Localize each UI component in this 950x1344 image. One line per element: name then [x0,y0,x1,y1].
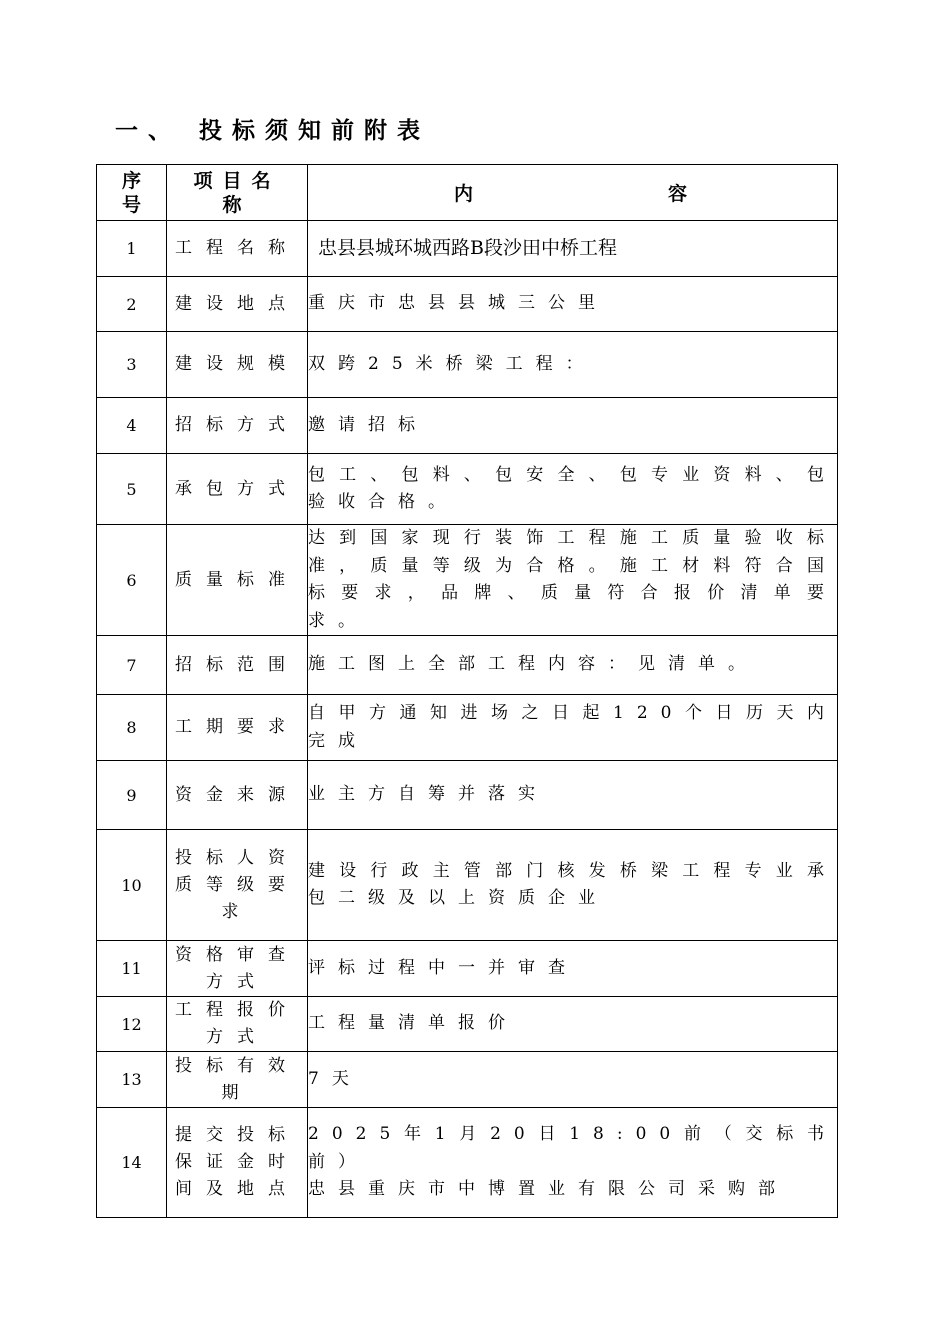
row-item-name: 投标人资质等级要求 [167,830,308,941]
row-seq: 10 [97,830,167,941]
header-content-b: 容 [667,183,687,205]
row-seq: 9 [97,761,167,830]
table-row [97,525,838,636]
row-content [308,997,838,1052]
header-content-a: 内 [454,183,474,205]
row-content-line: 建设行政主管部门核发桥梁工程专业承包二级及以上资质企业 [308,860,837,908]
table-body [97,221,838,1218]
row-seq: 6 [97,525,167,636]
row-content-line: 达到国家现行装饰工程施工质量验收标准，质量等级为合格。施工材料符合国标要求，品牌、质量符合报价清单要求。 [308,528,837,631]
row-item-name: 资格审查方式 [167,941,308,997]
row-content-line: 工程量清单报价 [308,1013,518,1034]
row-item-name: 工期要求 [167,695,308,761]
row-content-line: 邀请招标 [308,414,428,435]
row-content [308,830,838,941]
row-content [308,636,838,695]
row-content [308,761,838,830]
row-item-name: 建设规模 [167,332,308,398]
row-content [308,221,838,277]
table-row [97,1052,838,1108]
row-seq: 12 [97,997,167,1052]
table-row [97,830,838,941]
row-content [308,1108,838,1218]
row-item-name: 质量标准 [167,525,308,636]
header-name-label: 项目名称 [193,169,281,216]
row-content-line: 双跨25米桥梁工程： [308,353,596,374]
row-seq: 14 [97,1108,167,1218]
row-content-line: 施工图上全部工程内容：见清单。 [308,654,758,675]
header-seq [97,165,167,221]
table-row [97,454,838,525]
row-item-name: 资金来源 [167,761,308,830]
header-seq-label: 序号 [121,169,141,216]
row-item-name: 工程名称 [167,221,308,277]
row-item-name: 建设地点 [167,277,308,332]
row-content-line: 忠县县城环城西路B段沙田中桥工程 [318,236,617,259]
row-item-name: 提交投标保证金时间及地点 [167,1108,308,1218]
table-row [97,398,838,454]
row-seq: 2 [97,277,167,332]
row-content-line: 7天 [308,1068,362,1089]
row-seq: 5 [97,454,167,525]
row-content-line: 业主方自筹并落实 [308,784,548,805]
table-row [97,277,838,332]
row-content-line: 2025年1月20日18:00前（交标书前） [308,1124,837,1172]
row-seq: 13 [97,1052,167,1108]
row-seq: 8 [97,695,167,761]
row-seq: 4 [97,398,167,454]
row-seq: 11 [97,941,167,997]
header-row [97,165,838,221]
row-content-line: 忠县重庆市中博置业有限公司采购部 [308,1179,788,1200]
header-content [308,165,838,221]
table-row [97,941,838,997]
row-content [308,454,838,525]
row-content [308,332,838,398]
row-item-name: 招标范围 [167,636,308,695]
header-name [167,165,308,221]
row-seq: 7 [97,636,167,695]
page-title: 一、 投标须知前附表 [115,118,431,144]
row-content [308,277,838,332]
row-content-line: 自甲方通知进场之日起120个日历天内完成 [308,703,837,751]
row-content [308,398,838,454]
row-content-line: 包工、包料、包安全、包专业资料、包验收合格。 [308,464,837,512]
row-content [308,1052,838,1108]
row-seq: 3 [97,332,167,398]
row-content [308,525,838,636]
table-row [97,997,838,1052]
table-row [97,695,838,761]
row-content-line: 重庆市忠县县城三公里 [308,293,608,314]
row-item-name: 投标有效期 [167,1052,308,1108]
row-content [308,941,838,997]
row-item-name: 承包方式 [167,454,308,525]
bid-notice-table [96,164,838,1218]
table-row [97,332,838,398]
table-row [97,761,838,830]
row-item-name: 工程报价方式 [167,997,308,1052]
row-item-name: 招标方式 [167,398,308,454]
row-seq: 1 [97,221,167,277]
table-row [97,221,838,277]
table-row [97,1108,838,1218]
row-content-line: 评标过程中一并审查 [308,957,578,978]
table-row [97,636,838,695]
row-content [308,695,838,761]
